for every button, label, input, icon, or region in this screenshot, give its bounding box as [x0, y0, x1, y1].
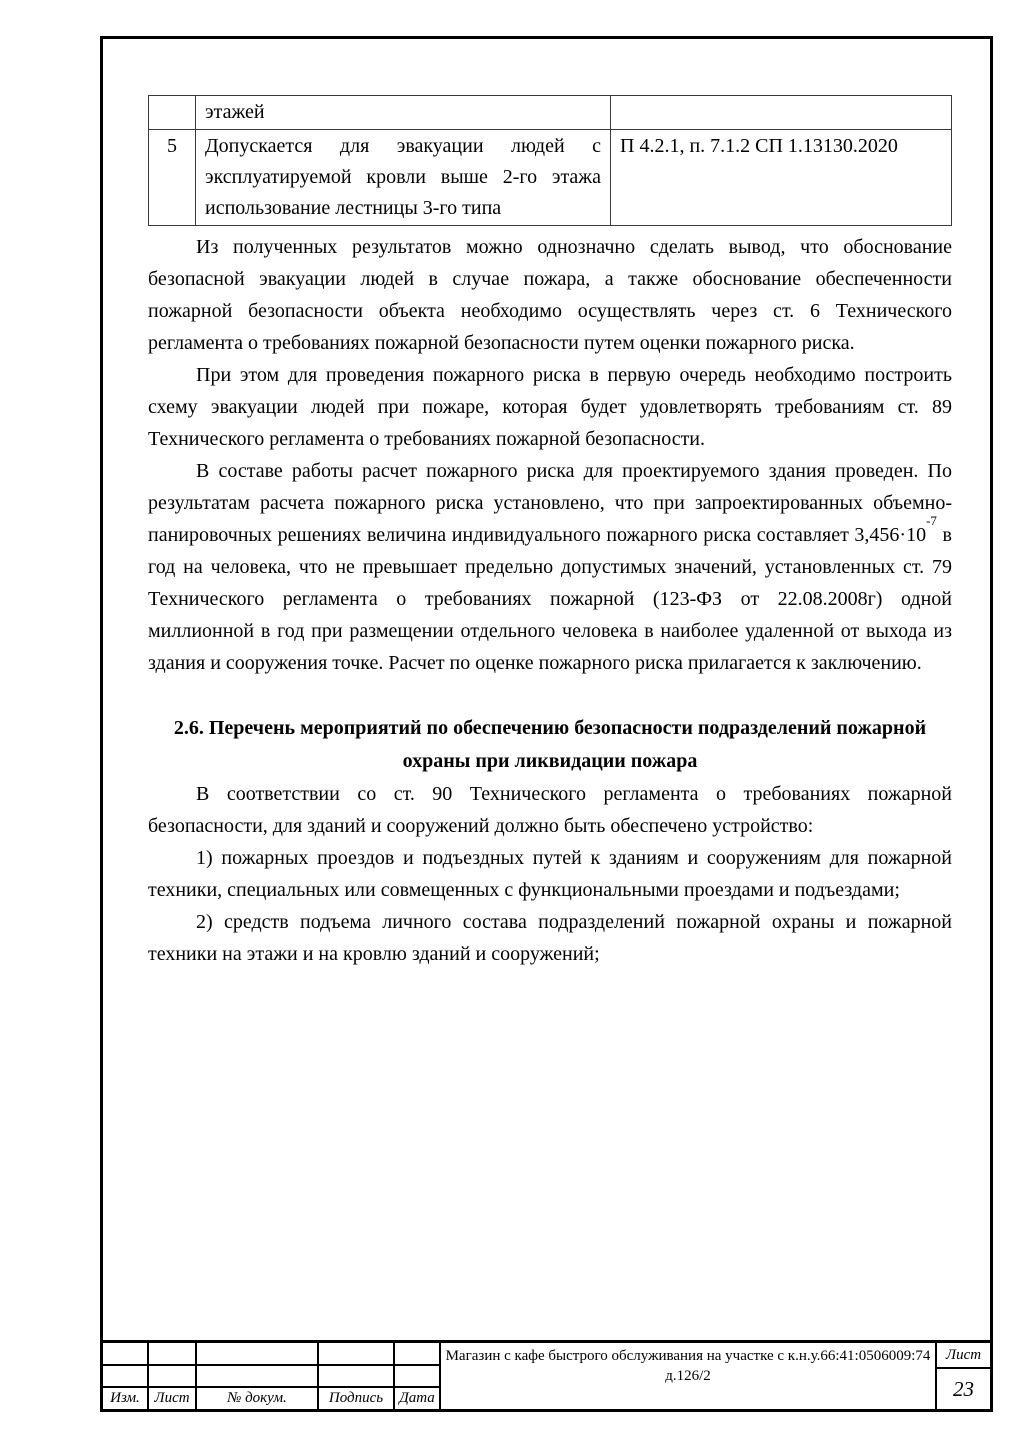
- table-row: [149, 96, 952, 130]
- table-cell-description: Допускается для эвакуации людей с эксплуатируемой кровли выше 2-го этажа использование лестницы 3-го типа: [196, 130, 611, 226]
- title-block-stamp: [100, 1340, 993, 1412]
- sheet-number-block: [935, 1343, 990, 1409]
- stamp-cell: [103, 1366, 149, 1387]
- requirements-table: [148, 95, 952, 226]
- stamp-label-data: Дата: [399, 1390, 435, 1407]
- risk-text-after: в год на человека, что не превышает предельно допустимых значений, установленных ст. 79 Технического регламента о требованиях пожарной (123-ФЗ от 22.08.2008г) одной миллионной в год при размещении отдельного человека в наиболее удаленной от выхода из здания и сооружения точке. Расчет по оценке пожарного риска прилагается к заключению.: [148, 524, 952, 674]
- page-content: [148, 95, 952, 970]
- stamp-cell: [319, 1343, 395, 1364]
- stamp-cell: [149, 1343, 197, 1364]
- stamp-cell: [103, 1343, 149, 1364]
- stamp-label-list: Лист: [149, 1388, 197, 1409]
- table-cell-reference: П 4.2.1, п. 7.1.2 СП 1.13130.2020: [611, 130, 952, 226]
- stamp-cell: [149, 1366, 197, 1387]
- paragraph-section-intro: В соответствии со ст. 90 Технического регламента о требованиях пожарной безопасности, для зданий и сооружений должно быть обеспечено устройство:: [148, 783, 952, 837]
- stamp-label-izm: Изм.: [103, 1388, 149, 1409]
- stamp-label-docnum: № докум.: [197, 1388, 319, 1409]
- list-item-2: 2) средств подъема личного состава подразделений пожарной охраны и пожарной техники на этажи и на кровлю зданий и сооружений;: [148, 911, 952, 965]
- list-item-1: 1) пожарных проездов и подъездных путей к зданиям и сооружениям для пожарной техники, специальных или совмещенных с функциональными проездами и подъездами;: [148, 847, 952, 901]
- risk-value-exponent: -7: [926, 513, 937, 529]
- stamp-cell: [395, 1366, 439, 1387]
- paragraph-evacuation-scheme: При этом для проведения пожарного риска в первую очередь необходимо построить схему эвакуации людей при пожаре, которая будет удовлетворять требованиям ст. 89 Технического регламента о требованиях пожарной безопасности.: [148, 364, 952, 450]
- stamp-label-row: [103, 1388, 439, 1409]
- table-cell-number: [149, 96, 196, 130]
- paragraph-risk-calculation: [148, 455, 952, 679]
- stamp-cell: [395, 1343, 439, 1364]
- stamp-revision-columns: [103, 1343, 441, 1409]
- table-cell-description: этажей: [196, 96, 611, 130]
- table-cell-number: 5: [149, 130, 196, 226]
- table-cell-reference: [611, 96, 952, 130]
- stamp-label-podpis: Подпись: [319, 1388, 395, 1409]
- section-heading-2-6: 2.6. Перечень мероприятий по обеспечению безопасности подразделений пожарной охраны при ликвидации пожара: [173, 717, 927, 772]
- project-title: Магазин с кафе быстрого обслуживания на участке с к.н.у.66:41:0506009:74 д.126/2: [445, 1348, 931, 1384]
- stamp-cell: [319, 1366, 395, 1387]
- sheet-label: Лист: [937, 1343, 990, 1369]
- stamp-cell: [197, 1343, 319, 1364]
- stamp-cell: [197, 1366, 319, 1387]
- stamp-empty-row: [103, 1343, 439, 1366]
- stamp-empty-row: [103, 1366, 439, 1389]
- risk-text-before: В составе работы расчет пожарного риска для проектируемого здания проведен. По результатам расчета пожарного риска установлено, что при запроектированных объемно-панировочных решениях величина индивидуального пожарного риска составляет 3,456·10: [148, 460, 952, 546]
- paragraph-conclusion: Из полученных результатов можно однозначно сделать вывод, что обоснование безопасной эвакуации людей в случае пожара, а также обоснование обеспеченности пожарной безопасности объекта необходимо осуществлять через ст. 6 Технического регламента о требованиях пожарной безопасности путем оценки пожарного риска.: [148, 236, 952, 354]
- table-row: [149, 130, 952, 226]
- sheet-number: 23: [953, 1376, 974, 1401]
